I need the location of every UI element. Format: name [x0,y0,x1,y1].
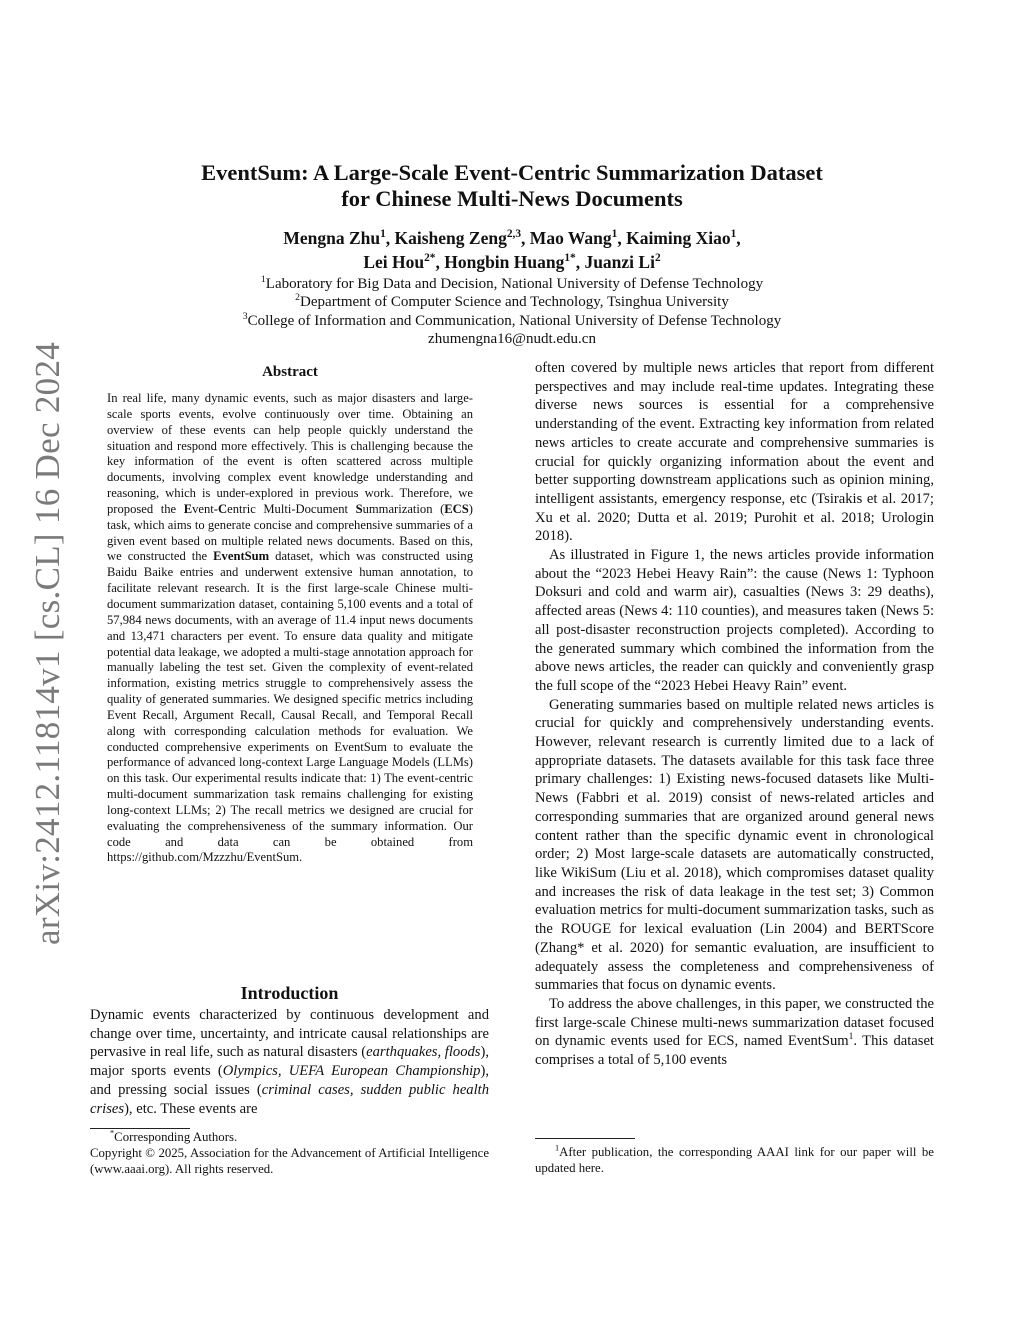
author-sup: 1 [611,228,618,241]
italic-text: Olympics, UEFA European Championship [222,1063,481,1080]
author-sup: 1 [380,228,386,241]
email: zhumengna16@nudt.edu.cn [428,330,596,347]
text: Dynamic events characterized by continuous development and change over time, uncertainty, and intricate causal relationships are pervasive in real life, such as natural disasters ( [90,1007,489,1061]
author-sup: 1 [730,228,737,241]
author-sup: 2* [424,252,436,265]
footnote-marker: * [110,1128,115,1138]
paper-title [0,160,1024,212]
author: Kaisheng Zeng [394,228,507,248]
ecs-letter: C [218,501,228,516]
right-column [535,359,934,1070]
footnote-rule [535,1138,635,1139]
affiliation-sup: 3 [242,310,248,322]
footnote-left [90,1130,489,1177]
abstract-heading: Abstract [262,364,318,380]
author: Juanzi Li [584,252,655,272]
arxiv-identifier: arXiv:2412.11814v1 [cs.CL] 16 Dec 2024 [28,341,67,945]
text: To address the above challenges, in this paper, we constructed the first large-scale Chinese multi-news summarization dataset focused on dynamic events used for ECS, named EventSum [535,995,934,1050]
affiliation-sup: 2 [295,292,301,304]
introduction-body [90,1006,489,1118]
abstract-text: In real life, many dynamic events, such as major disasters and large-scale sports events, evolve continuously over time. Obtaining an overview of these events can help people quickly understand the situation and respond more effectively. This is challenging because the key information of the event is often scattered across multiple documents, involving complex event knowledge understanding and reasoning, which is under-explored in previous work. Therefore, we proposed the [107,391,473,516]
author-sup: 2,3 [506,228,522,241]
ecs-text: ummarization ( [362,501,445,516]
author-sup: 1* [564,252,576,265]
footnote-marker: 1 [848,1032,854,1043]
text: ), and pressing social issues ( [90,1063,489,1098]
author-list: Mengna Zhu$^1$, Kaisheng Zeng$^{2,3}$, Mao Wang$^1$, Kaiming Xiao$^1$, Lei Hou$^{2*}$, Hongbin Huang$^{1*}$, Juanzi Li$^2$ [283,228,741,272]
paragraph [535,995,934,1070]
author: Mao Wang [529,228,612,248]
author: Mengna Zhu [283,228,381,248]
introduction-heading: Introduction [240,983,339,1003]
ecs-text: entric Multi-Document [227,501,356,516]
author: Hongbin Huang [444,252,565,272]
ecs-abbr: ECS [444,501,469,516]
italic-text: earthquakes, floods [366,1044,481,1061]
affiliation [0,312,1024,330]
footnote-marker: 1 [555,1143,560,1153]
text: . This dataset comprises a total of 5,100 events [535,1033,934,1069]
paragraph: often covered by multiple news articles that report from different perspectives and may include real-time updates. Integrating these diverse news sources is essential for a comprehensive understanding of the event. Extracting key information from related news articles to create accurate and comprehensive summaries is crucial for quickly organizing information about the event and better supporting downstream applications such as opinion mining, intelligent assistants, emergency response, etc (Tsirakis et al. 2017; Xu et al. 2020; Dutta et al. 2019; Purohit et al. 2018; Urologin 2018). [535,360,934,545]
footnote-rule [90,1128,190,1129]
paragraph: As illustrated in Figure 1, the news articles provide information about the “2023 Hebei Heavy Rain”: the cause (News 1: Typhoon Doksuri and cold and warm air), casualties (News 3: 29 deaths), affected areas (News 4: 110 counties), and measures taken (News 5: all post-disaster reconstruction projects completed). According to the generated summary which combined the information from the above news articles, the reader can quickly and conveniently grasp the full scope of the “2023 Hebei Heavy Rain” event. [535,547,934,694]
text: Corresponding Authors. [114,1130,238,1144]
italic-text: criminal cases, sudden public health crises [90,1081,489,1117]
corresponding-note [90,1130,489,1146]
copyright-notice: Copyright © 2025, Association for the Advancement of Artificial Intelligence (www.aaai.org). All rights reserved. [90,1145,489,1176]
affiliation [0,275,1024,293]
ecs-letter: E [183,501,193,516]
abstract-text: ) task, which aims to generate concise and comprehensive summaries of a given event based on multiple related news documents. Based on this, we constructed the [107,501,473,564]
affiliations [0,275,1024,348]
abstract-body [107,391,473,866]
paragraph [90,1006,489,1118]
ecs-letter: S [355,501,363,516]
title-line-2: for Chinese Multi-News Documents [341,186,683,211]
affiliation [0,293,1024,311]
paragraph: Generating summaries based on multiple related news articles is crucial for quickly and comprehensively understanding events. However, relevant research is currently limited due to a lack of appropriate datasets. The datasets available for this task face three primary challenges: 1) Existing news-focused datasets like Multi-News (Fabbri et al. 2019) consist of news-related articles and corresponding summaries that are organized around general news content rather than the specific dynamic event in chronological order; 2) Most large-scale datasets are automatically constructed, like WikiSum (Liu et al. 2018), which compromises dataset quality and increases the risk of data leakage in the test set; 3) Common evaluation metrics for multi-document summarization tasks, such as the ROUGE for lexical evaluation (Lin 2004) and BERTScore (Zhang* et al. 2020) for semantic evaluation, are insufficient to adequately assess the completeness and comprehensiveness of summaries that focus on dynamic events. [535,696,934,994]
affiliation-text: Department of Computer Science and Technology, Tsinghua University [300,294,729,311]
title-line-1: EventSum: A Large-Scale Event-Centric Summarization Dataset [201,160,823,185]
author: Lei Hou [363,252,425,272]
text: ), major sports events ( [90,1044,490,1080]
affiliation-text: Laboratory for Big Data and Decision, National University of Defense Technology [265,276,764,292]
footnote-right [535,1145,934,1177]
author: Kaiming Xiao [626,228,731,248]
abstract-text: dataset, which was constructed using Baidu Baike entries and underwent extensive human annotation, to facilitate relevant research. It is the first large-scale Chinese multi-document summarization dataset, containing 5,100 events and a total of 57,984 news documents, with an average of 11.4 input news documents and 13,471 characters per event. To ensure data quality and mitigate potential data leakage, we adopted a multi-stage annotation approach for manually labeling the test set. Given the complexity of event-related information, existing metrics struggle to comprehensively assess the quality of generated summaries. We designed specific metrics including Event Recall, Argument Recall, Causal Recall, and Temporal Recall along with corresponding calculation methods for evaluation. We conducted comprehensive experiments on EventSum to evaluate the performance of advanced long-context Large Language Models (LLMs) on this task. Our experimental results indicate that: 1) The event-centric multi-document summarization task remains challenging for existing long-context LLMs; 2) The recall metrics we designed are crucial for evaluating the comprehensiveness of the summary information. Our code and data can be obtained from https://github.com/Mzzzhu/EventSum. [107,549,473,865]
affiliation-sup: 1 [260,274,266,285]
author-sup: 2 [654,252,661,265]
text: After publication, the corresponding AAAI link for our paper will be updated here. [535,1145,934,1175]
affiliation-text: College of Information and Communication, National University of Defense Technology [247,312,782,329]
text: ), etc. These events are [124,1100,258,1117]
dataset-name: EventSum [213,549,270,564]
ecs-text: vent- [192,501,218,516]
